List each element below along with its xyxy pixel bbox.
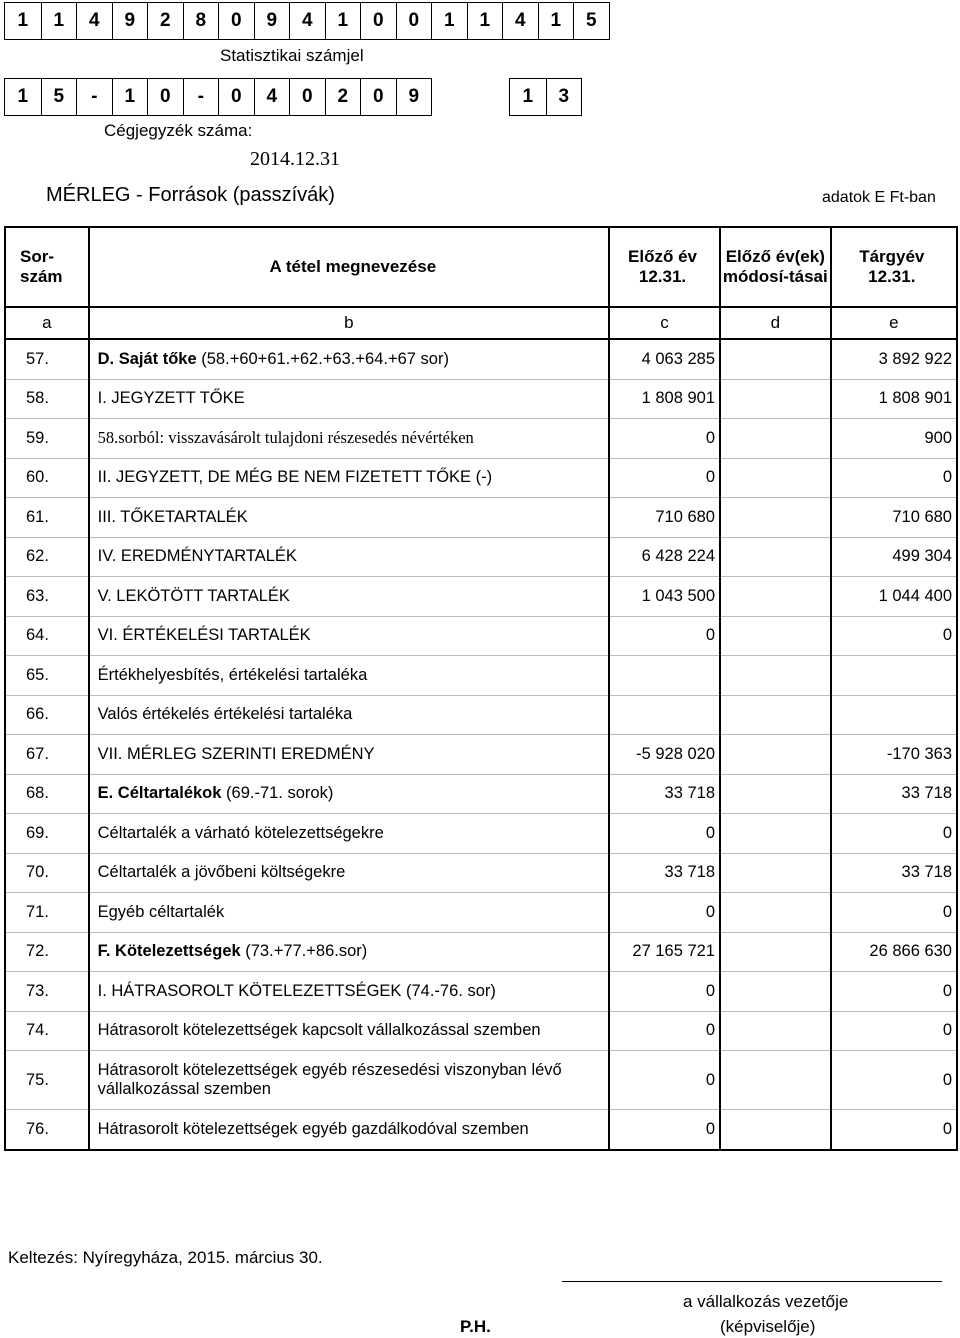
digit-box: 4 xyxy=(254,79,290,115)
row-item-name-text: I. HÁTRASOROLT KÖTELEZETTSÉGEK (74.-76. sor) xyxy=(97,981,496,1000)
row-number: 73. xyxy=(5,972,89,1012)
row-current-year-value: 0 xyxy=(831,893,957,933)
header-current-year xyxy=(831,227,957,307)
row-number: 71. xyxy=(5,893,89,933)
row-item-name-text: VII. MÉRLEG SZERINTI EREDMÉNY xyxy=(97,744,375,763)
row-item-name xyxy=(89,893,609,933)
digit-box: 0 xyxy=(218,3,254,39)
signature-line xyxy=(562,1281,942,1282)
row-number: 68. xyxy=(5,774,89,814)
table-row xyxy=(5,498,957,538)
liabilities-table xyxy=(4,226,958,1151)
row-item-name-text: VI. ÉRTÉKELÉSI TARTALÉK xyxy=(97,626,311,645)
row-item-name xyxy=(89,656,609,696)
row-modification-value xyxy=(720,577,831,617)
row-item-name-text: Értékhelyesbítés, értékelési tartaléka xyxy=(97,665,368,684)
row-previous-year-value: -5 928 020 xyxy=(609,735,720,775)
digit-box: 9 xyxy=(112,3,148,39)
row-item-name-text: Hátrasorolt kötelezettségek egyéb gazdálkodóval szemben xyxy=(97,1119,529,1138)
row-previous-year-value: 33 718 xyxy=(609,853,720,893)
row-modification-value xyxy=(720,339,831,379)
table-row xyxy=(5,419,957,459)
row-previous-year-value: 1 043 500 xyxy=(609,577,720,617)
row-item-name-bold: F. Kötelezettségek xyxy=(97,942,241,961)
row-previous-year-value: 6 428 224 xyxy=(609,537,720,577)
digit-box: 1 xyxy=(538,3,574,39)
table-row xyxy=(5,853,957,893)
row-current-year-value: 1 044 400 xyxy=(831,577,957,617)
table-row xyxy=(5,1011,957,1051)
digit-box: 4 xyxy=(502,3,538,39)
registration-number-label: Cégjegyzék száma: xyxy=(104,121,253,140)
row-current-year-value: 710 680 xyxy=(831,498,957,538)
row-modification-value xyxy=(720,1011,831,1051)
table-row xyxy=(5,932,957,972)
row-item-name-text: (58.+60+61.+62.+63.+64.+67 sor) xyxy=(196,349,449,368)
table-row xyxy=(5,616,957,656)
row-previous-year-value: 0 xyxy=(609,458,720,498)
digit-box: 1 xyxy=(522,86,534,107)
row-modification-value xyxy=(720,932,831,972)
table-row xyxy=(5,972,957,1012)
row-number: 65. xyxy=(5,656,89,696)
row-modification-value xyxy=(720,695,831,735)
row-item-name-text: II. JEGYZETT, DE MÉG BE NEM FIZETETT TŐKE (-) xyxy=(97,468,493,487)
row-modification-value xyxy=(720,537,831,577)
header-row-number xyxy=(5,227,89,307)
row-modification-value xyxy=(720,1110,831,1150)
row-item-name xyxy=(89,774,609,814)
row-number: 66. xyxy=(5,695,89,735)
row-item-name-text: III. TŐKETARTALÉK xyxy=(97,507,248,526)
header-cur-line1: Tárgyév xyxy=(859,247,925,266)
row-number: 58. xyxy=(5,379,89,419)
row-previous-year-value: 33 718 xyxy=(609,774,720,814)
row-item-name xyxy=(89,814,609,854)
row-number: 61. xyxy=(5,498,89,538)
header-sor: Sor- xyxy=(20,247,54,266)
row-previous-year-value: 0 xyxy=(609,1051,720,1110)
row-current-year-value: 26 866 630 xyxy=(831,932,957,972)
row-item-name xyxy=(89,616,609,656)
stamp-label: P.H. xyxy=(460,1317,491,1336)
table-row xyxy=(5,339,957,379)
header-modifications xyxy=(720,227,831,307)
row-current-year-value xyxy=(831,695,957,735)
row-current-year-value: 0 xyxy=(831,814,957,854)
row-modification-value xyxy=(720,656,831,696)
row-item-name xyxy=(89,695,609,735)
row-item-name-text: I. JEGYZETT TŐKE xyxy=(97,389,245,408)
row-item-name xyxy=(89,735,609,775)
row-number: 76. xyxy=(5,1110,89,1150)
row-item-name xyxy=(89,1051,609,1110)
table-row xyxy=(5,379,957,419)
row-item-name-text: Hátrasorolt kötelezettségek egyéb részesedési viszonyban lévő vállalkozással szemben xyxy=(97,1061,562,1098)
row-item-name-text: Valós értékelés értékelési tartaléka xyxy=(97,705,353,724)
table-row xyxy=(5,458,957,498)
row-modification-value xyxy=(720,814,831,854)
table-row xyxy=(5,695,957,735)
row-modification-value xyxy=(720,419,831,459)
row-item-name xyxy=(89,577,609,617)
row-previous-year-value: 4 063 285 xyxy=(609,339,720,379)
digit-box: 0 xyxy=(147,79,183,115)
row-item-name-text: Hátrasorolt kötelezettségek kapcsolt vállalkozással szemben xyxy=(97,1021,541,1040)
row-number: 62. xyxy=(5,537,89,577)
row-number: 67. xyxy=(5,735,89,775)
place-and-date: Keltezés: Nyíregyháza, 2015. március 30. xyxy=(8,1248,323,1267)
row-previous-year-value xyxy=(609,656,720,696)
balance-date: 2014.12.31 xyxy=(250,148,340,170)
row-current-year-value: 0 xyxy=(831,458,957,498)
header-mod-line1: Előző év(ek) xyxy=(725,247,825,266)
table-row xyxy=(5,656,957,696)
digit-box: 4 xyxy=(76,3,112,39)
table-header-row xyxy=(5,227,957,307)
row-item-name-text: Céltartalék a várható kötelezettségekre xyxy=(97,823,384,842)
row-modification-value xyxy=(720,458,831,498)
unit-note: adatok E Ft-ban xyxy=(822,189,936,206)
row-modification-value xyxy=(720,498,831,538)
digit-box: 1 xyxy=(431,3,467,39)
row-item-name xyxy=(89,339,609,379)
row-item-name-text: (69.-71. sorok) xyxy=(221,784,334,803)
column-letter-a: a xyxy=(5,307,89,339)
row-modification-value xyxy=(720,1051,831,1110)
table-row xyxy=(5,1051,957,1110)
header-previous-year xyxy=(609,227,720,307)
row-number: 74. xyxy=(5,1011,89,1051)
registration-number-boxes xyxy=(4,78,432,116)
header-item-name: A tétel megnevezése xyxy=(89,227,609,307)
table-row xyxy=(5,735,957,775)
digit-box: 0 xyxy=(396,3,432,39)
digit-box: 1 xyxy=(17,86,29,107)
digit-box: 1 xyxy=(17,10,29,31)
row-current-year-value: -170 363 xyxy=(831,735,957,775)
digit-box: 1 xyxy=(467,3,503,39)
column-letter-c: c xyxy=(609,307,720,339)
header-prev-line1: Előző év xyxy=(628,247,698,266)
digit-box: 4 xyxy=(289,3,325,39)
row-item-name-text: (73.+77.+86.sor) xyxy=(240,942,368,961)
row-number: 59. xyxy=(5,419,89,459)
digit-box: 9 xyxy=(396,79,432,115)
header-prev-line2: 12.31. xyxy=(638,267,687,286)
row-number: 75. xyxy=(5,1051,89,1110)
digit-box: - xyxy=(183,79,219,115)
row-previous-year-value: 710 680 xyxy=(609,498,720,538)
digit-box: 2 xyxy=(325,79,361,115)
digit-box: 1 xyxy=(41,3,77,39)
row-item-name-text: Egyéb céltartalék xyxy=(97,902,225,921)
row-current-year-value: 0 xyxy=(831,972,957,1012)
digit-box: 9 xyxy=(254,3,290,39)
row-item-name-bold: D. Saját tőke xyxy=(97,349,197,368)
statistical-number-label: Statisztikai számjel xyxy=(220,46,364,65)
row-item-name xyxy=(89,932,609,972)
digit-box: 8 xyxy=(183,3,219,39)
row-item-name xyxy=(89,972,609,1012)
digit-box: 0 xyxy=(289,79,325,115)
row-modification-value xyxy=(720,616,831,656)
row-item-name xyxy=(89,537,609,577)
column-letter-d: d xyxy=(720,307,831,339)
row-previous-year-value: 0 xyxy=(609,1110,720,1150)
row-item-name-text: 58.sorból: visszavásárolt tulajdoni részesedés névértéken xyxy=(97,428,474,448)
header-cur-line2: 12.31. xyxy=(868,267,916,286)
table-row xyxy=(5,537,957,577)
row-previous-year-value: 0 xyxy=(609,1011,720,1051)
row-current-year-value: 0 xyxy=(831,1011,957,1051)
row-number: 63. xyxy=(5,577,89,617)
row-current-year-value: 900 xyxy=(831,419,957,459)
row-modification-value xyxy=(720,972,831,1012)
digit-box: 1 xyxy=(325,3,361,39)
row-modification-value xyxy=(720,735,831,775)
row-previous-year-value: 0 xyxy=(609,972,720,1012)
row-item-name xyxy=(89,1011,609,1051)
row-previous-year-value: 0 xyxy=(609,419,720,459)
registration-suffix-boxes xyxy=(509,78,582,116)
table-row xyxy=(5,577,957,617)
digit-box: 1 xyxy=(112,79,148,115)
table-row xyxy=(5,774,957,814)
row-number: 69. xyxy=(5,814,89,854)
column-letter-b: b xyxy=(89,307,609,339)
row-item-name-text: Céltartalék a jövőbeni költségekre xyxy=(97,863,346,882)
row-number: 72. xyxy=(5,932,89,972)
row-current-year-value: 3 892 922 xyxy=(831,339,957,379)
row-item-name xyxy=(89,379,609,419)
table-row xyxy=(5,893,957,933)
row-number: 60. xyxy=(5,458,89,498)
row-item-name-text: V. LEKÖTÖTT TARTALÉK xyxy=(97,586,290,605)
digit-box: 0 xyxy=(218,79,254,115)
row-previous-year-value: 0 xyxy=(609,893,720,933)
statistical-number-boxes xyxy=(4,2,610,40)
digit-box: 5 xyxy=(573,3,609,39)
row-previous-year-value xyxy=(609,695,720,735)
signer-subtitle: (képviselője) xyxy=(720,1317,816,1336)
row-previous-year-value: 1 808 901 xyxy=(609,379,720,419)
digit-box: 0 xyxy=(360,3,396,39)
header-mod-line2: módosí-tásai xyxy=(722,267,828,286)
row-item-name xyxy=(89,853,609,893)
row-current-year-value: 499 304 xyxy=(831,537,957,577)
row-item-name xyxy=(89,498,609,538)
digit-box: 0 xyxy=(360,79,396,115)
row-item-name-text: IV. EREDMÉNYTARTALÉK xyxy=(97,547,297,566)
row-previous-year-value: 27 165 721 xyxy=(609,932,720,972)
row-current-year-value: 0 xyxy=(831,616,957,656)
row-number: 64. xyxy=(5,616,89,656)
header-szam: szám xyxy=(20,267,63,286)
row-number: 57. xyxy=(5,339,89,379)
digit-box: 5 xyxy=(41,79,77,115)
row-modification-value xyxy=(720,379,831,419)
table-row xyxy=(5,814,957,854)
row-current-year-value: 1 808 901 xyxy=(831,379,957,419)
row-modification-value xyxy=(720,853,831,893)
column-letter-row xyxy=(5,307,957,339)
row-modification-value xyxy=(720,893,831,933)
row-previous-year-value: 0 xyxy=(609,616,720,656)
row-number: 70. xyxy=(5,853,89,893)
row-item-name xyxy=(89,419,609,459)
digit-box: - xyxy=(76,79,112,115)
digit-box: 3 xyxy=(546,79,582,115)
row-item-name xyxy=(89,1110,609,1150)
table-row xyxy=(5,1110,957,1150)
row-current-year-value: 33 718 xyxy=(831,774,957,814)
row-modification-value xyxy=(720,774,831,814)
digit-box: 2 xyxy=(147,3,183,39)
row-current-year-value: 0 xyxy=(831,1110,957,1150)
signer-title: a vállalkozás vezetője xyxy=(683,1292,849,1311)
row-current-year-value xyxy=(831,656,957,696)
column-letter-e: e xyxy=(831,307,957,339)
page-title: MÉRLEG - Források (passzívák) xyxy=(46,184,335,206)
row-current-year-value: 33 718 xyxy=(831,853,957,893)
row-item-name xyxy=(89,458,609,498)
row-previous-year-value: 0 xyxy=(609,814,720,854)
row-item-name-bold: E. Céltartalékok xyxy=(97,784,222,803)
row-current-year-value: 0 xyxy=(831,1051,957,1110)
